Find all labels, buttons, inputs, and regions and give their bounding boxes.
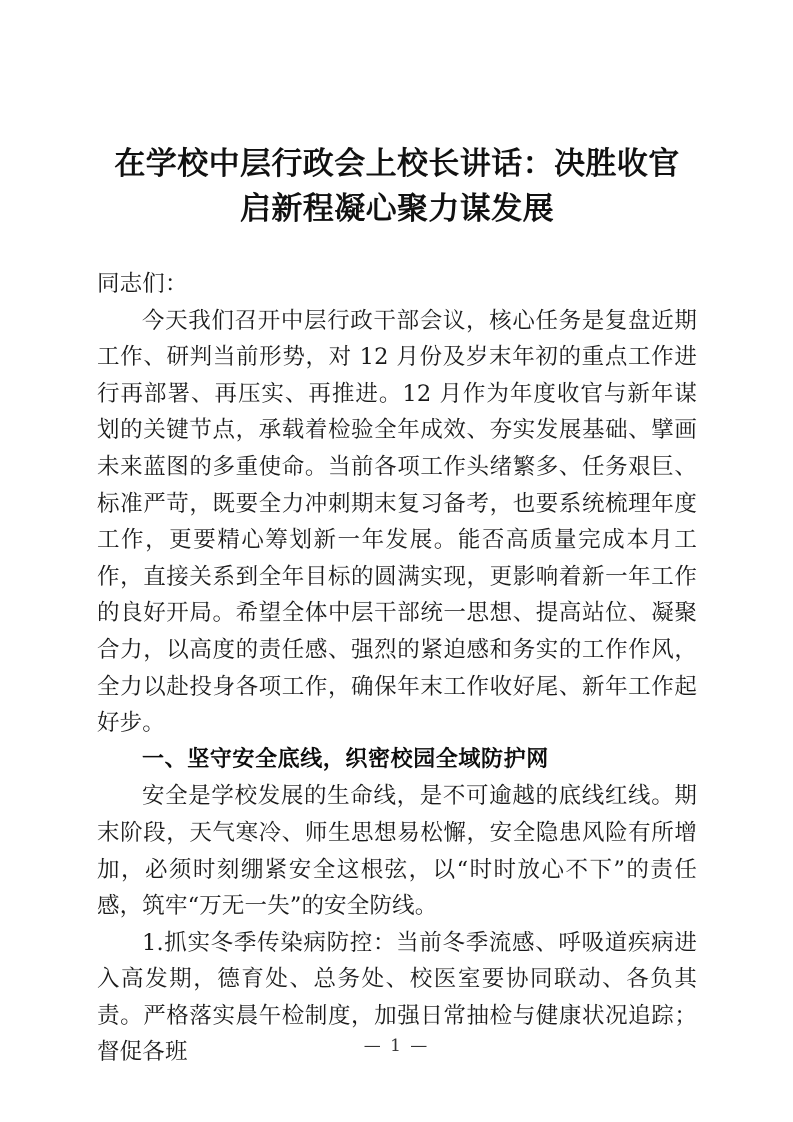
section-heading-1: 一、坚守安全底线，织密校园全域防护网 bbox=[142, 746, 549, 772]
title-line-1: 在学校中层行政会上校长讲话：决胜收官 bbox=[114, 146, 680, 182]
paragraph-intro: 今天我们召开中层行政干部会议，核心任务是复盘近期工作、研判当前形势，对 12 月份及岁末年初的重点工作进行再部署、再压实、再推进。12 月作为年度收官与新年谋划的关键节点，承载着检验全年成效、夯实发展基础、擘画未来蓝图的多重使命。当前各项工作头绪繁多、任务艰巨、标准严苛，既要全力冲刺期末复习备考，也要系统梳理年度工作，更要精心筹划新一年发展。能否高质量完成本月工作，直接关系到全年目标的圆满实现，更影响着新一年工作的良好开局。希望全体中层干部统一思想、提高站位、凝聚合力，以高度的责任感、强烈的紧迫感和务实的工作作风，全力以赴投身各项工作，确保年末工作收好尾、新年工作起好步。 bbox=[97, 307, 697, 737]
salutation: 同志们： bbox=[97, 271, 188, 297]
page-title bbox=[96, 142, 698, 232]
paragraph-section-1-item-1: 1.抓实冬季传染病防控：当前冬季流感、呼吸道疾病进入高发期，德育处、总务处、校医室要协同联动、各负其责。严格落实晨午检制度，加强日常抽检与健康状况追踪；督促各班 bbox=[97, 929, 697, 1066]
document-body bbox=[97, 266, 697, 1071]
paragraph-section-1-body: 安全是学校发展的生命线，是不可逾越的底线红线。期末阶段，天气寒冷、师生思想易松懈，安全隐患风险有所增加，必须时刻绷紧安全这根弦，以“时时放心不下”的责任感，筑牢“万无一失”的安全防线。 bbox=[97, 783, 697, 920]
page-number-footer: — 1 — bbox=[363, 1036, 430, 1056]
title-line-2: 启新程凝心聚力谋发展 bbox=[240, 191, 554, 227]
